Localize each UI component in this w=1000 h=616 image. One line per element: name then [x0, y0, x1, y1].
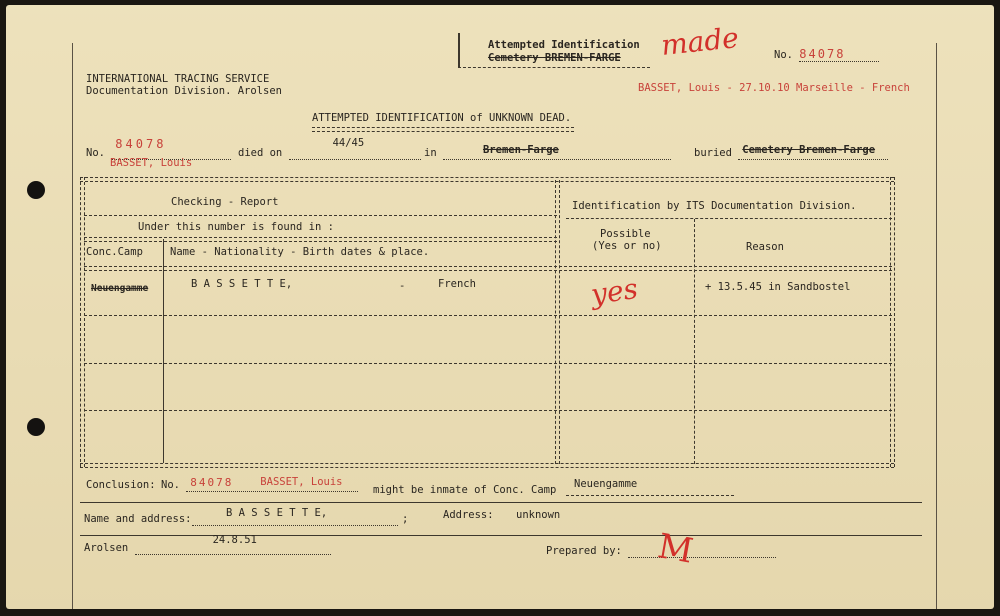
attempted-identification-box — [458, 33, 650, 68]
identification-header: Identification by ITS Documentation Division. — [572, 200, 857, 212]
box-title: Attempted Identification — [488, 39, 640, 51]
place-arolsen: Arolsen 24.8.51 — [84, 542, 331, 555]
document-card — [6, 5, 994, 609]
name-address-label: Name and address: — [84, 513, 192, 525]
box-cemetery: Cemetery BREMEN-FARGE — [488, 52, 621, 64]
died-on: died on 44/45 — [238, 147, 421, 160]
prepared-by: Prepared by: — [546, 545, 776, 558]
row-reason: + 13.5.45 in Sandbostel — [705, 281, 851, 293]
col-name-nationality: Name - Nationality - Birth dates & place. — [170, 246, 430, 258]
record-red-name: BASSET, Louis — [110, 157, 193, 169]
address-value: unknown — [516, 509, 561, 521]
form-title: ATTEMPTED IDENTIFICATION of UNKNOWN DEAD. — [312, 112, 572, 124]
address-separator: ; — [402, 513, 409, 525]
left-margin-line — [72, 43, 73, 609]
right-margin-line — [936, 43, 937, 609]
punch-hole-bottom — [27, 418, 45, 436]
col-possible: Possible — [600, 228, 651, 240]
col-reason: Reason — [746, 241, 784, 253]
address-label: Address: — [443, 509, 494, 521]
row-dash: - — [399, 280, 406, 292]
col-possible-sub: (Yes or no) — [592, 240, 662, 252]
conclusion-camp: Neuengamme — [574, 478, 638, 490]
made-stamp: made — [659, 21, 741, 62]
signature: M — [654, 526, 697, 572]
found-in-header: Under this number is found in : — [138, 221, 334, 233]
buried-in: buried Cemetery Bremen-Farge — [694, 147, 888, 160]
row-possible: yes — [588, 271, 640, 312]
conclusion-text: might be inmate of Conc. Camp — [373, 484, 557, 496]
org-name: INTERNATIONAL TRACING SERVICE — [86, 73, 270, 85]
record-number: No. 84078 — [86, 147, 231, 160]
checking-report-header: Checking - Report — [171, 196, 279, 208]
row-nationality: French — [438, 278, 476, 290]
address-name: B A S S E T T E, — [226, 507, 328, 519]
punch-hole-top — [27, 181, 45, 199]
conclusion-label: Conclusion: — [86, 479, 156, 491]
person-identity: BASSET, Louis - 27.10.10 Marseille - French — [638, 82, 910, 94]
row-name: B A S S E T T E, — [191, 278, 293, 290]
col-conc-camp: Conc.Camp — [86, 246, 143, 258]
died-in: in Bremen-Farge — [424, 147, 671, 160]
org-division: Documentation Division. Arolsen — [86, 85, 282, 97]
conclusion-number: No. 84078 BASSET, Louis — [161, 479, 358, 492]
header-number: No. 84078 — [774, 47, 879, 62]
form-title-underline — [312, 127, 574, 132]
row-camp: Neuengamme — [91, 283, 149, 294]
